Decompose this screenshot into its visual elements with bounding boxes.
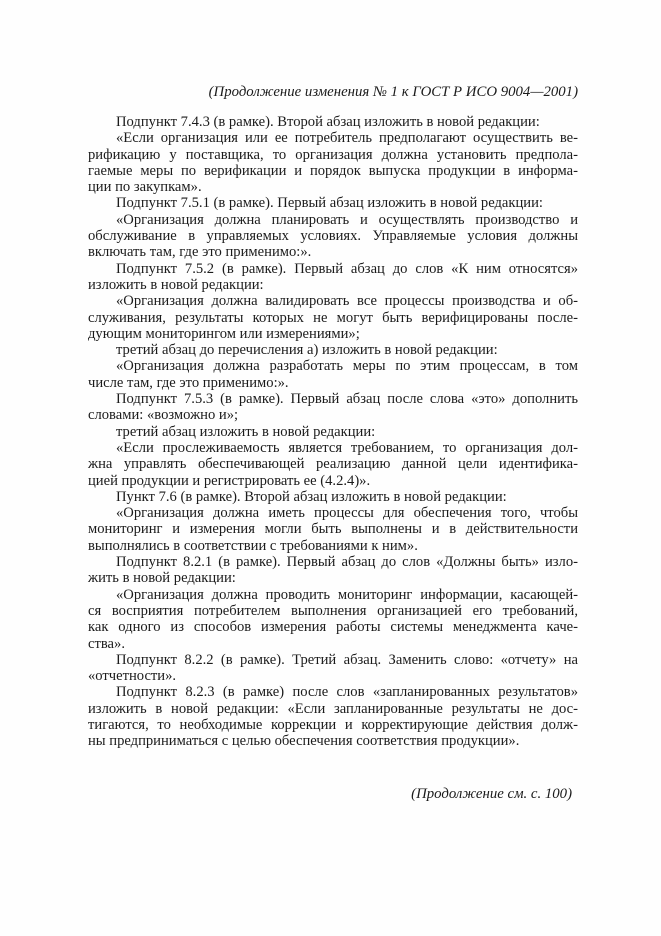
text-line: включать там, где это применимо:». xyxy=(88,244,312,261)
paragraph xyxy=(88,212,578,261)
paragraph xyxy=(88,261,578,294)
running-header: (Продолжение изменения № 1 к ГОСТ Р ИСО 9004—2001) xyxy=(208,84,578,100)
text-line: цией продукции и регистрировать ее (4.2.4)». xyxy=(88,472,371,489)
paragraph xyxy=(88,358,578,391)
paragraph xyxy=(88,424,578,440)
text-line: «Организация должна планировать и осуществлять производство и xyxy=(116,211,578,228)
paragraph xyxy=(88,684,578,749)
text-line: жна управлять обеспечивающей реализацию данной цели идентифика- xyxy=(88,456,578,473)
paragraph xyxy=(88,587,578,652)
text-line: Подпункт 8.2.1 (в рамке). Первый абзац до слов «Должны быть» изло- xyxy=(116,554,578,571)
text-line: жить в новой редакции: xyxy=(88,570,236,587)
paragraph xyxy=(88,505,578,554)
text-line: «Если прослеживаемость является требованием, то организация дол- xyxy=(116,439,578,456)
text-line: третий абзац до перечисления а) изложить в новой редакции: xyxy=(116,342,498,359)
paragraph xyxy=(88,293,578,342)
text-line: «Организация должна проводить мониторинг информации, касающей- xyxy=(116,586,578,603)
text-line: дующим мониторингом или измерениями»; xyxy=(88,325,360,342)
paragraph xyxy=(88,489,578,505)
text-line: служивания, результаты которых не могут быть верифицированы после- xyxy=(88,309,578,326)
document-body xyxy=(88,114,578,750)
text-line: тигаются, то необходимые коррекции и корректирующие действия долж- xyxy=(88,716,578,733)
text-line: гаемые меры по верификации и порядок выпуска продукции в информа- xyxy=(88,162,578,179)
paragraph xyxy=(88,652,578,685)
text-line: «Если организация или ее потребитель предполагают осуществить ве- xyxy=(116,130,578,147)
text-line: третий абзац изложить в новой редакции: xyxy=(116,423,376,440)
text-line: Подпункт 7.5.3 (в рамке). Первый абзац после слова «это» дополнить xyxy=(116,391,578,408)
text-line: рификацию у поставщика, то организация должна установить предпола- xyxy=(88,146,578,163)
text-line: числе там, где это применимо:». xyxy=(88,374,289,391)
text-line: Пункт 7.6 (в рамке). Второй абзац изложить в новой редакции: xyxy=(116,488,507,505)
paragraph xyxy=(88,391,578,424)
text-line: изложить в новой редакции: «Если запланированные результаты не дос- xyxy=(88,700,578,717)
paragraph xyxy=(88,440,578,489)
text-line: Подпункт 7.5.1 (в рамке). Первый абзац изложить в новой редакции: xyxy=(116,195,543,212)
text-line: обслуживание в управляемых условиях. Управляемые условия должны xyxy=(88,228,578,245)
text-line: как одного из способов измерения работы системы менеджмента каче- xyxy=(88,619,578,636)
text-line: изложить в новой редакции: xyxy=(88,276,264,293)
text-line: ны предприниматься с целью обеспечения соответствия продукции». xyxy=(88,733,520,750)
text-line: Подпункт 8.2.2 (в рамке). Третий абзац. Заменить слово: «отчету» на xyxy=(116,651,578,668)
paragraph xyxy=(88,554,578,587)
text-line: Подпункт 7.4.3 (в рамке). Второй абзац изложить в новой редакции: xyxy=(116,114,540,130)
paragraph xyxy=(88,195,578,211)
text-line: ства». xyxy=(88,635,125,652)
text-line: выполнялись в соответствии с требованиями к ним». xyxy=(88,537,418,554)
paragraph xyxy=(88,114,578,130)
text-line: ся восприятия потребителем выполнения организацией его требований, xyxy=(88,602,578,619)
text-line: «Организация должна разработать меры по этим процессам, в том xyxy=(116,358,578,375)
paragraph xyxy=(88,130,578,195)
text-line: Подпункт 8.2.3 (в рамке) после слов «запланированных результатов» xyxy=(116,684,578,701)
text-line: «Организация должна иметь процессы для обеспечения того, чтобы xyxy=(116,505,578,522)
text-line: Подпункт 7.5.2 (в рамке). Первый абзац до слов «К ним относятся» xyxy=(116,260,578,277)
continuation-note: (Продолжение см. с. 100) xyxy=(411,786,572,802)
text-line: словами: «возможно и»; xyxy=(88,407,239,424)
text-line: мониторинг и измерения могли быть выполнены и в действительности xyxy=(88,521,578,538)
text-line: ции по закупкам». xyxy=(88,179,202,196)
paragraph xyxy=(88,342,578,358)
text-line: «отчетности». xyxy=(88,668,177,685)
text-line: «Организация должна валидировать все процессы производства и об- xyxy=(116,293,578,310)
